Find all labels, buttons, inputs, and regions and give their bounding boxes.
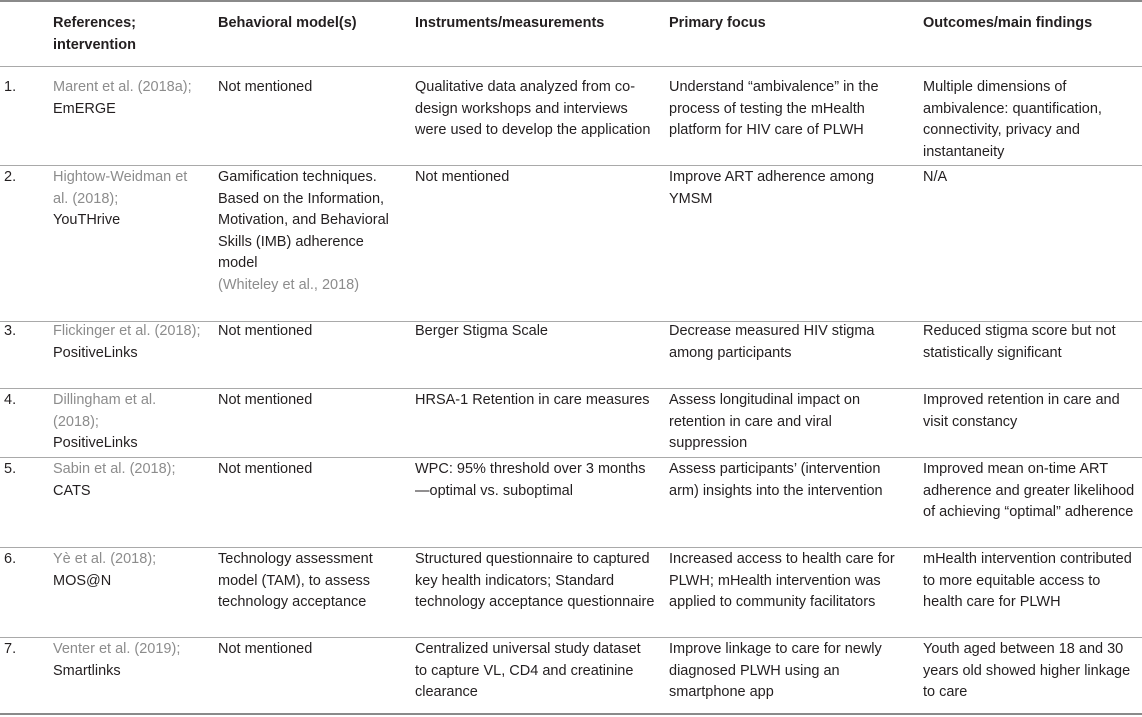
- row-divider: [0, 388, 1142, 389]
- model-cell: [218, 167, 403, 296]
- instruments-cell: Qualitative data analyzed from co-design workshops and interviews were used to develop the application: [415, 79, 651, 138]
- model-cell: Not mentioned: [218, 392, 313, 408]
- model-cell: Not mentioned: [218, 79, 313, 95]
- model-cell: Not mentioned: [218, 323, 313, 339]
- model-cell: Technology assessment model (TAM), to assess technology acceptance: [218, 551, 373, 610]
- intervention-name: PositiveLinks: [53, 344, 138, 361]
- model-citation: (Whiteley et al., 2018): [218, 276, 360, 293]
- instruments-cell: WPC: 95% threshold over 3 months—optimal vs. suboptimal: [415, 461, 646, 499]
- intervention-name: CATS: [53, 482, 91, 499]
- focus-cell: Assess participants’ (intervention arm) insights into the intervention: [669, 461, 883, 499]
- intervention-name: YouTHrive: [53, 212, 121, 228]
- reference-cell: [53, 549, 203, 592]
- header-rule: [0, 66, 1142, 67]
- row-number: 4.: [4, 392, 17, 408]
- model-cell: Not mentioned: [218, 461, 313, 477]
- outcomes-cell: Multiple dimensions of ambivalence: quantification, connectivity, privacy and instantaneity: [923, 79, 1102, 160]
- intervention-name: MOS@N: [53, 572, 112, 589]
- reference-cell: [53, 321, 203, 364]
- table-top-rule: [0, 0, 1142, 2]
- focus-cell: Understand “ambivalence” in the process of testing the mHealth platform for HIV care of PLWH: [669, 79, 879, 138]
- row-divider: [0, 547, 1142, 548]
- reference-cell: [53, 77, 203, 120]
- outcomes-cell: mHealth intervention contributed to more equitable access to health care for PLWH: [923, 551, 1132, 610]
- row-divider: [0, 165, 1142, 166]
- row-number: 2.: [4, 169, 17, 185]
- header-model: Behavioral model(s): [218, 15, 357, 31]
- focus-cell: Assess longitudinal impact on retention in care and viral suppression: [669, 392, 861, 451]
- outcomes-cell: Youth aged between 18 and 30 years old showed higher linkage to care: [923, 641, 1131, 700]
- header-focus: Primary focus: [669, 15, 766, 31]
- table-bottom-rule: [0, 713, 1142, 715]
- row-divider: [0, 457, 1142, 458]
- header-outcomes: Outcomes/main findings: [923, 15, 1093, 31]
- reference-cell: [53, 459, 203, 502]
- model-text: Gamification techniques. Based on the Information, Motivation, and Behavioral Skills (IMB) adherence model: [218, 169, 389, 271]
- focus-cell: Increased access to health care for PLWH; mHealth intervention was applied to community facilitators: [669, 551, 895, 610]
- row-divider: [0, 637, 1142, 638]
- reference-citation: Marent et al. (2018a);: [53, 79, 192, 95]
- row-number: 7.: [4, 641, 17, 657]
- header-instruments: Instruments/measurements: [415, 15, 605, 31]
- instruments-cell: Centralized universal study dataset to capture VL, CD4 and creatinine clearance: [415, 641, 641, 700]
- reference-citation: Sabin et al. (2018);: [53, 461, 176, 477]
- focus-cell: Improve linkage to care for newly diagnosed PLWH using an smartphone app: [669, 641, 882, 700]
- reference-cell: [53, 390, 203, 455]
- reference-citation: Venter et al. (2019);: [53, 641, 181, 657]
- reference-citation: Dillingham et al. (2018);: [53, 392, 157, 430]
- outcomes-cell: Reduced stigma score but not statistically significant: [923, 323, 1116, 361]
- row-number: 6.: [4, 551, 17, 567]
- reference-citation: Yè et al. (2018);: [53, 551, 157, 567]
- instruments-cell: HRSA-1 Retention in care measures: [415, 392, 650, 408]
- intervention-name: EmERGE: [53, 100, 116, 117]
- focus-cell: Improve ART adherence among YMSM: [669, 169, 875, 207]
- outcomes-cell: N/A: [923, 169, 948, 185]
- row-number: 5.: [4, 461, 17, 477]
- reference-cell: [53, 167, 203, 232]
- intervention-name: Smartlinks: [53, 662, 121, 679]
- reference-citation: Flickinger et al. (2018);: [53, 323, 201, 339]
- header-references: References; intervention: [53, 15, 137, 53]
- outcomes-cell: Improved mean on-time ART adherence and greater likelihood of achieving “optimal” adherence: [923, 461, 1135, 520]
- intervention-name: PositiveLinks: [53, 435, 138, 451]
- row-number: 3.: [4, 323, 17, 339]
- row-number: 1.: [4, 79, 17, 95]
- outcomes-cell: Improved retention in care and visit constancy: [923, 392, 1120, 430]
- reference-cell: [53, 639, 203, 682]
- instruments-cell: Not mentioned: [415, 169, 510, 185]
- instruments-cell: Berger Stigma Scale: [415, 323, 548, 339]
- reference-citation: Hightow-Weidman et al. (2018);: [53, 169, 188, 207]
- instruments-cell: Structured questionnaire to captured key health indicators; Standard technology acceptance questionnaire: [415, 551, 655, 610]
- focus-cell: Decrease measured HIV stigma among participants: [669, 323, 875, 361]
- model-cell: Not mentioned: [218, 641, 313, 657]
